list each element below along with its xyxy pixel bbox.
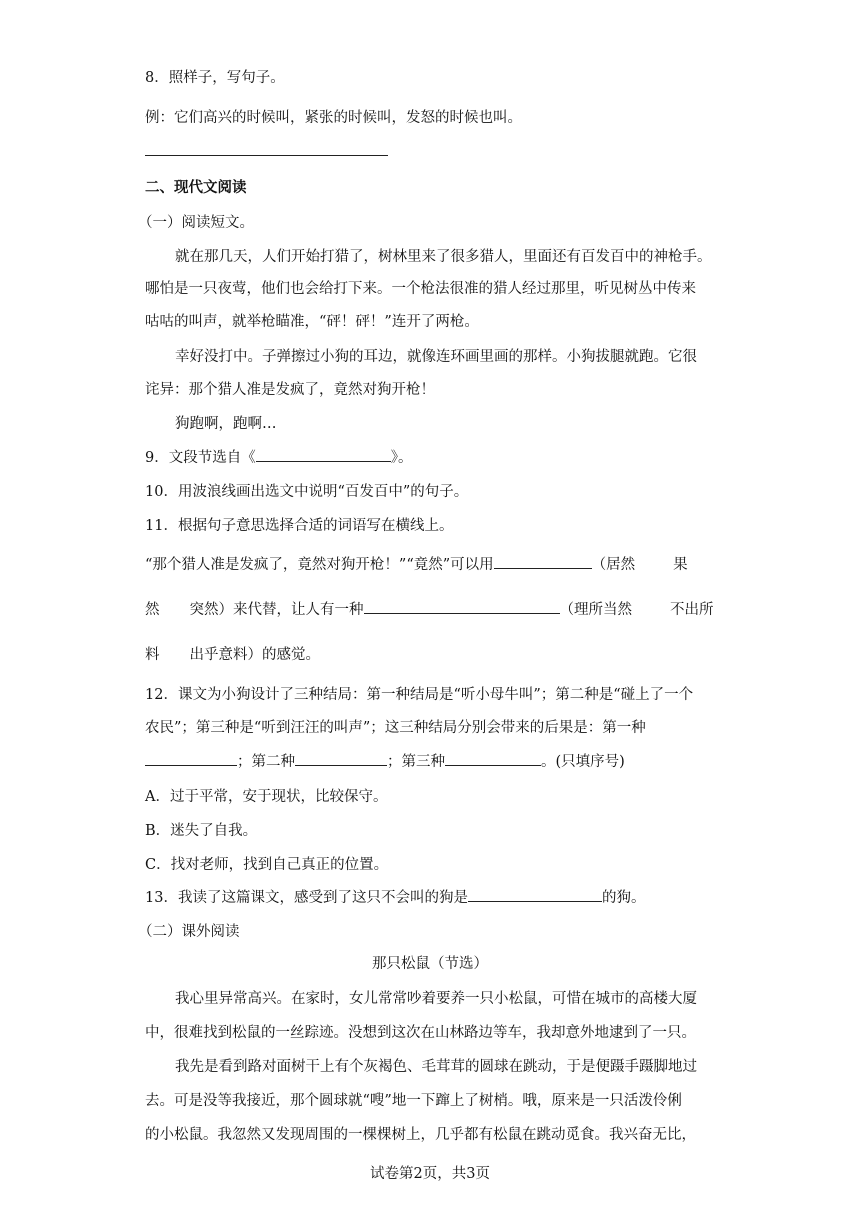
- option-text: 不出所: [670, 602, 714, 618]
- question-11-text: 出乎意料）的感觉。: [189, 647, 320, 663]
- question-12-line-2: 农民”；第三种是“听到汪汪的叫声”；这三种结局分别会带来的后果是：第一种: [145, 720, 646, 736]
- section-title: 二、现代文阅读: [145, 180, 247, 196]
- question-13: [145, 886, 645, 907]
- question-12-text: ；第三种: [387, 754, 445, 770]
- question-9-text: 9．文段节选自《: [145, 450, 256, 466]
- option-b: B．迷失了自我。: [145, 823, 258, 839]
- passage-line: 我心里异常高兴。在家时，女儿常常吵着要养一只小松鼠，可惜在城市的高楼大厦: [175, 991, 697, 1007]
- passage-line: 中，很难找到松鼠的一丝踪迹。没想到这次在山林路边等车，我却意外地逮到了一只。: [145, 1025, 696, 1041]
- question-8-title: 8．照样子，写句子。: [145, 70, 285, 86]
- passage-line: 哪怕是一只夜莺，他们也会给打下来。一个枪法很准的猎人经过那里，听见树丛中传来: [145, 281, 696, 297]
- answer-blank-q13[interactable]: [468, 887, 602, 902]
- passage-line: 咕咕的叫声，就举枪瞄准，“砰！砰！”连开了两枪。: [145, 314, 479, 330]
- question-12-line-3: [145, 750, 625, 771]
- question-13-text: 13．我读了这篇课文，感受到了这只不会叫的狗是: [145, 890, 468, 906]
- page-footer: 试卷第2页，共3页: [370, 1166, 490, 1182]
- passage-line: 就在那几天，人们开始打猎了，树林里来了很多猎人，里面还有百发百中的神枪手。: [175, 249, 712, 265]
- answer-blank-q11-b[interactable]: [364, 599, 560, 614]
- option-text: 然: [145, 602, 160, 618]
- question-9: [145, 446, 412, 467]
- passage-line: 我先是看到路对面树干上有个灰褐色、毛茸茸的圆球在跳动，于是便蹑手蹑脚地过: [175, 1059, 697, 1075]
- question-9-text: 》。: [390, 450, 413, 466]
- passage-line: 幸好没打中。子弹擦过小狗的耳边，就像连环画里画的那样。小狗拔腿就跑。它很: [175, 349, 697, 365]
- option-text: 果: [673, 557, 688, 573]
- question-11-line-1: [145, 553, 688, 574]
- passage-line: 狗跑啊，跑啊…: [175, 416, 277, 432]
- answer-blank-q12-1[interactable]: [145, 751, 237, 766]
- question-11-line-3: [145, 643, 320, 664]
- answer-blank-q11-a[interactable]: [494, 554, 592, 569]
- question-10: 10．用波浪线画出选文中说明“百发百中”的句子。: [145, 484, 469, 500]
- question-12-text: ；第二种: [237, 754, 295, 770]
- question-13-text: 的狗。: [601, 890, 646, 906]
- question-12-text: 。(只填序号): [541, 754, 625, 770]
- question-11-text: 突然）来代替，让人有一种: [189, 602, 364, 618]
- question-11-line-2: [145, 598, 714, 619]
- answer-blank-q12-3[interactable]: [445, 751, 541, 766]
- option-text: （理所当然: [559, 602, 632, 618]
- answer-line-q8[interactable]: [145, 155, 388, 156]
- option-a: A．过于平常，安于现状，比较保守。: [145, 789, 388, 805]
- passage-line: 诧异：那个猎人准是发疯了，竟然对狗开枪！: [145, 382, 435, 398]
- part1-title: （一）阅读短文。: [138, 215, 254, 231]
- passage-line: 去。可是没等我接近，那个圆球就“嗖”地一下蹿上了树梢。哦，原来是一只活泼伶俐: [145, 1093, 682, 1109]
- question-11-title: 11．根据句子意思选择合适的词语写在横线上。: [145, 518, 454, 534]
- question-12-line-1: 12．课文为小狗设计了三种结局：第一种结局是“听小母牛叫”；第二种是“碰上了一个: [145, 687, 694, 703]
- part2-title: （二）课外阅读: [138, 924, 240, 940]
- question-11-text: “那个猎人准是发疯了，竟然对狗开枪！”“竟然”可以用: [145, 557, 494, 573]
- article-title: 那只松鼠（节选）: [372, 956, 488, 972]
- option-c: C．找对老师，找到自己真正的位置。: [145, 857, 389, 873]
- passage-line: 的小松鼠。我忽然又发现周围的一棵棵树上，几乎都有松鼠在跳动觅食。我兴奋无比，: [145, 1127, 696, 1143]
- option-text: （居然: [591, 557, 636, 573]
- question-8-example: 例：它们高兴的时候叫，紧张的时候叫，发怒的时候也叫。: [145, 110, 522, 126]
- answer-blank-q9[interactable]: [256, 447, 391, 462]
- answer-blank-q12-2[interactable]: [295, 751, 387, 766]
- option-text: 料: [145, 647, 160, 663]
